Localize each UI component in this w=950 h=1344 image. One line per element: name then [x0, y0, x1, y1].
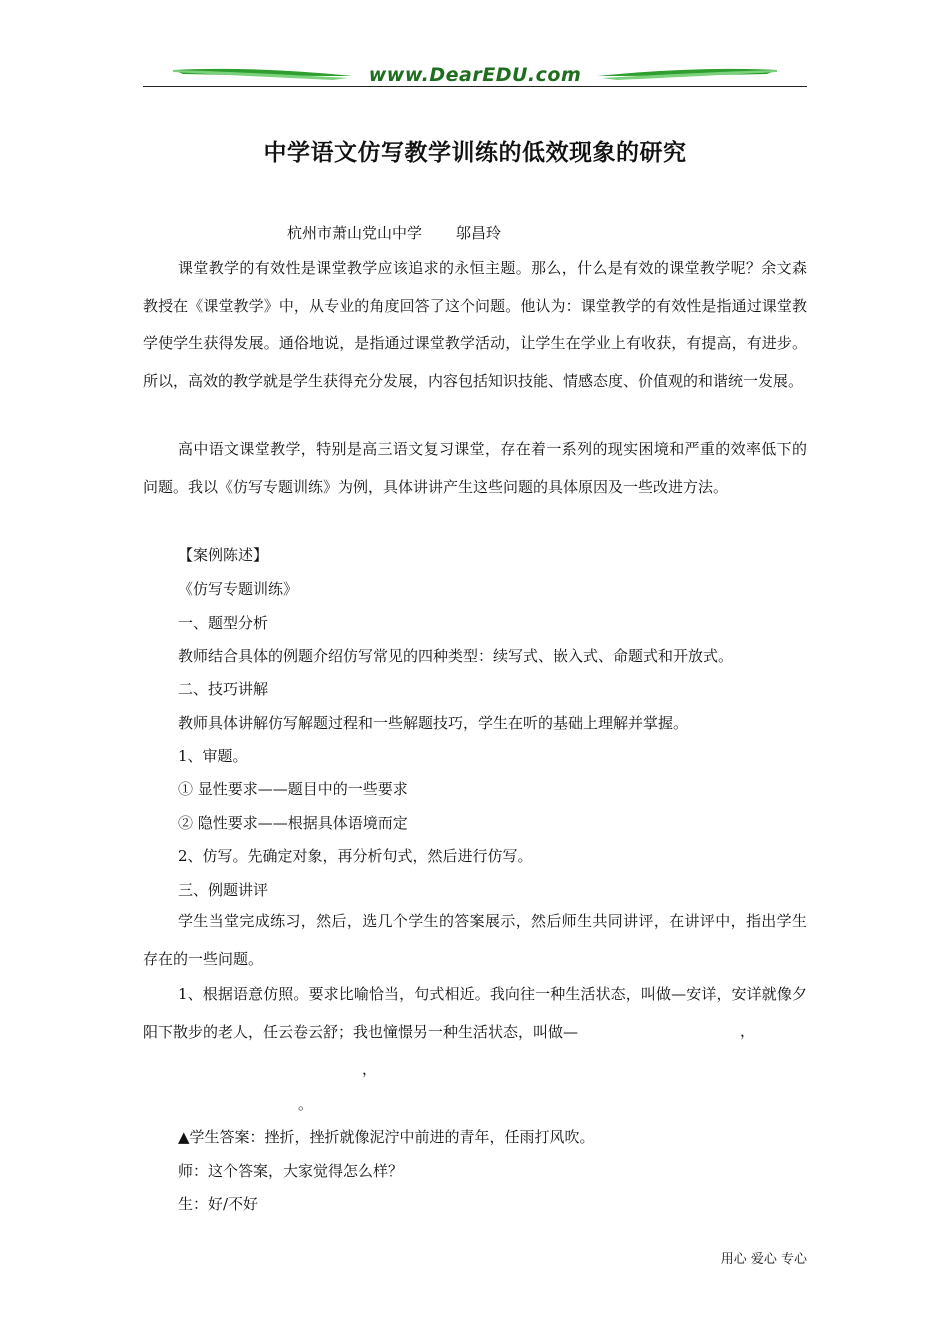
section-3-text: 学生当堂完成练习，然后，选几个学生的答案展示，然后师生共同讲评，在讲评中，指出学生存在的一些问题。	[143, 912, 807, 968]
author-school: 杭州市萧山党山中学	[287, 224, 423, 242]
document-title: 中学语文仿写教学训练的低效现象的研究	[263, 139, 687, 166]
requirement-2: ② 隐性要求——根据具体语境而定	[178, 814, 408, 832]
step-2: 2、仿写。先确定对象，再分析句式，然后进行仿写。	[178, 847, 533, 865]
section-1-text: 教师结合具体的例题介绍仿写常见的四种类型：续写式、嵌入式、命题式和开放式。	[178, 647, 734, 665]
blank-comma-2: ，	[362, 1060, 378, 1078]
paragraph-2: 高中语文课堂教学，特别是高三语文复习课堂，存在着一系列的现实困境和严重的效率低下的问题。我以《仿写专题训练》为例，具体讲讲产生这些问题的具体原因及一些改进方法。	[143, 440, 807, 496]
paragraph-1: 课堂教学的有效性是课堂教学应该追求的永恒主题。那么，什么是有效的课堂教学呢？余文森教授在《课堂教学》中，从专业的角度回答了这个问题。他认为：课堂教学的有效性是指通过课堂教学使学生获得发展。通俗地说，是指通过课堂教学活动，让学生在学业上有收获，有提高，有进步。所以，高效的教学就是学生获得充分发展，内容包括知识技能、情感态度、价值观的和谐统一发展。	[143, 259, 807, 390]
step-1: 1、审题。	[178, 747, 248, 765]
blank-period: 。	[298, 1095, 314, 1113]
footer-text: 用心 爱心 专心	[720, 1252, 807, 1267]
section-2-text: 教师具体讲解仿写解题过程和一些解题技巧，学生在听的基础上理解并掌握。	[178, 714, 689, 732]
author-line	[287, 222, 501, 243]
exercise-text: 1、根据语意仿照。要求比喻恰当，句式相近。我向往一种生活状态，叫做—安详，安详就像夕阳下散步的老人，任云卷云舒；我也憧憬另一种生活状态，叫做—	[143, 985, 807, 1041]
section-2-heading: 二、技巧讲解	[178, 680, 269, 698]
section-1-heading: 一、题型分析	[178, 614, 269, 632]
requirement-1: ① 显性要求——题目中的一些要求	[178, 780, 408, 798]
student-line: 生：好/不好	[178, 1195, 259, 1213]
student-answer: ▲学生答案：挫折，挫折就像泥泞中前进的青年，任雨打风吹。	[178, 1128, 595, 1146]
case-heading: 【案例陈述】	[178, 546, 269, 564]
site-logo-text: www.DearEDU.com	[368, 64, 582, 86]
blank-comma-1: ，	[740, 1022, 756, 1040]
case-topic: 《仿写专题训练》	[178, 580, 299, 598]
header-rule	[143, 86, 807, 87]
section-3-heading: 三、例题讲评	[178, 881, 269, 899]
author-name: 邬昌玲	[456, 224, 502, 242]
teacher-line: 师：这个答案，大家觉得怎么样？	[178, 1162, 404, 1180]
